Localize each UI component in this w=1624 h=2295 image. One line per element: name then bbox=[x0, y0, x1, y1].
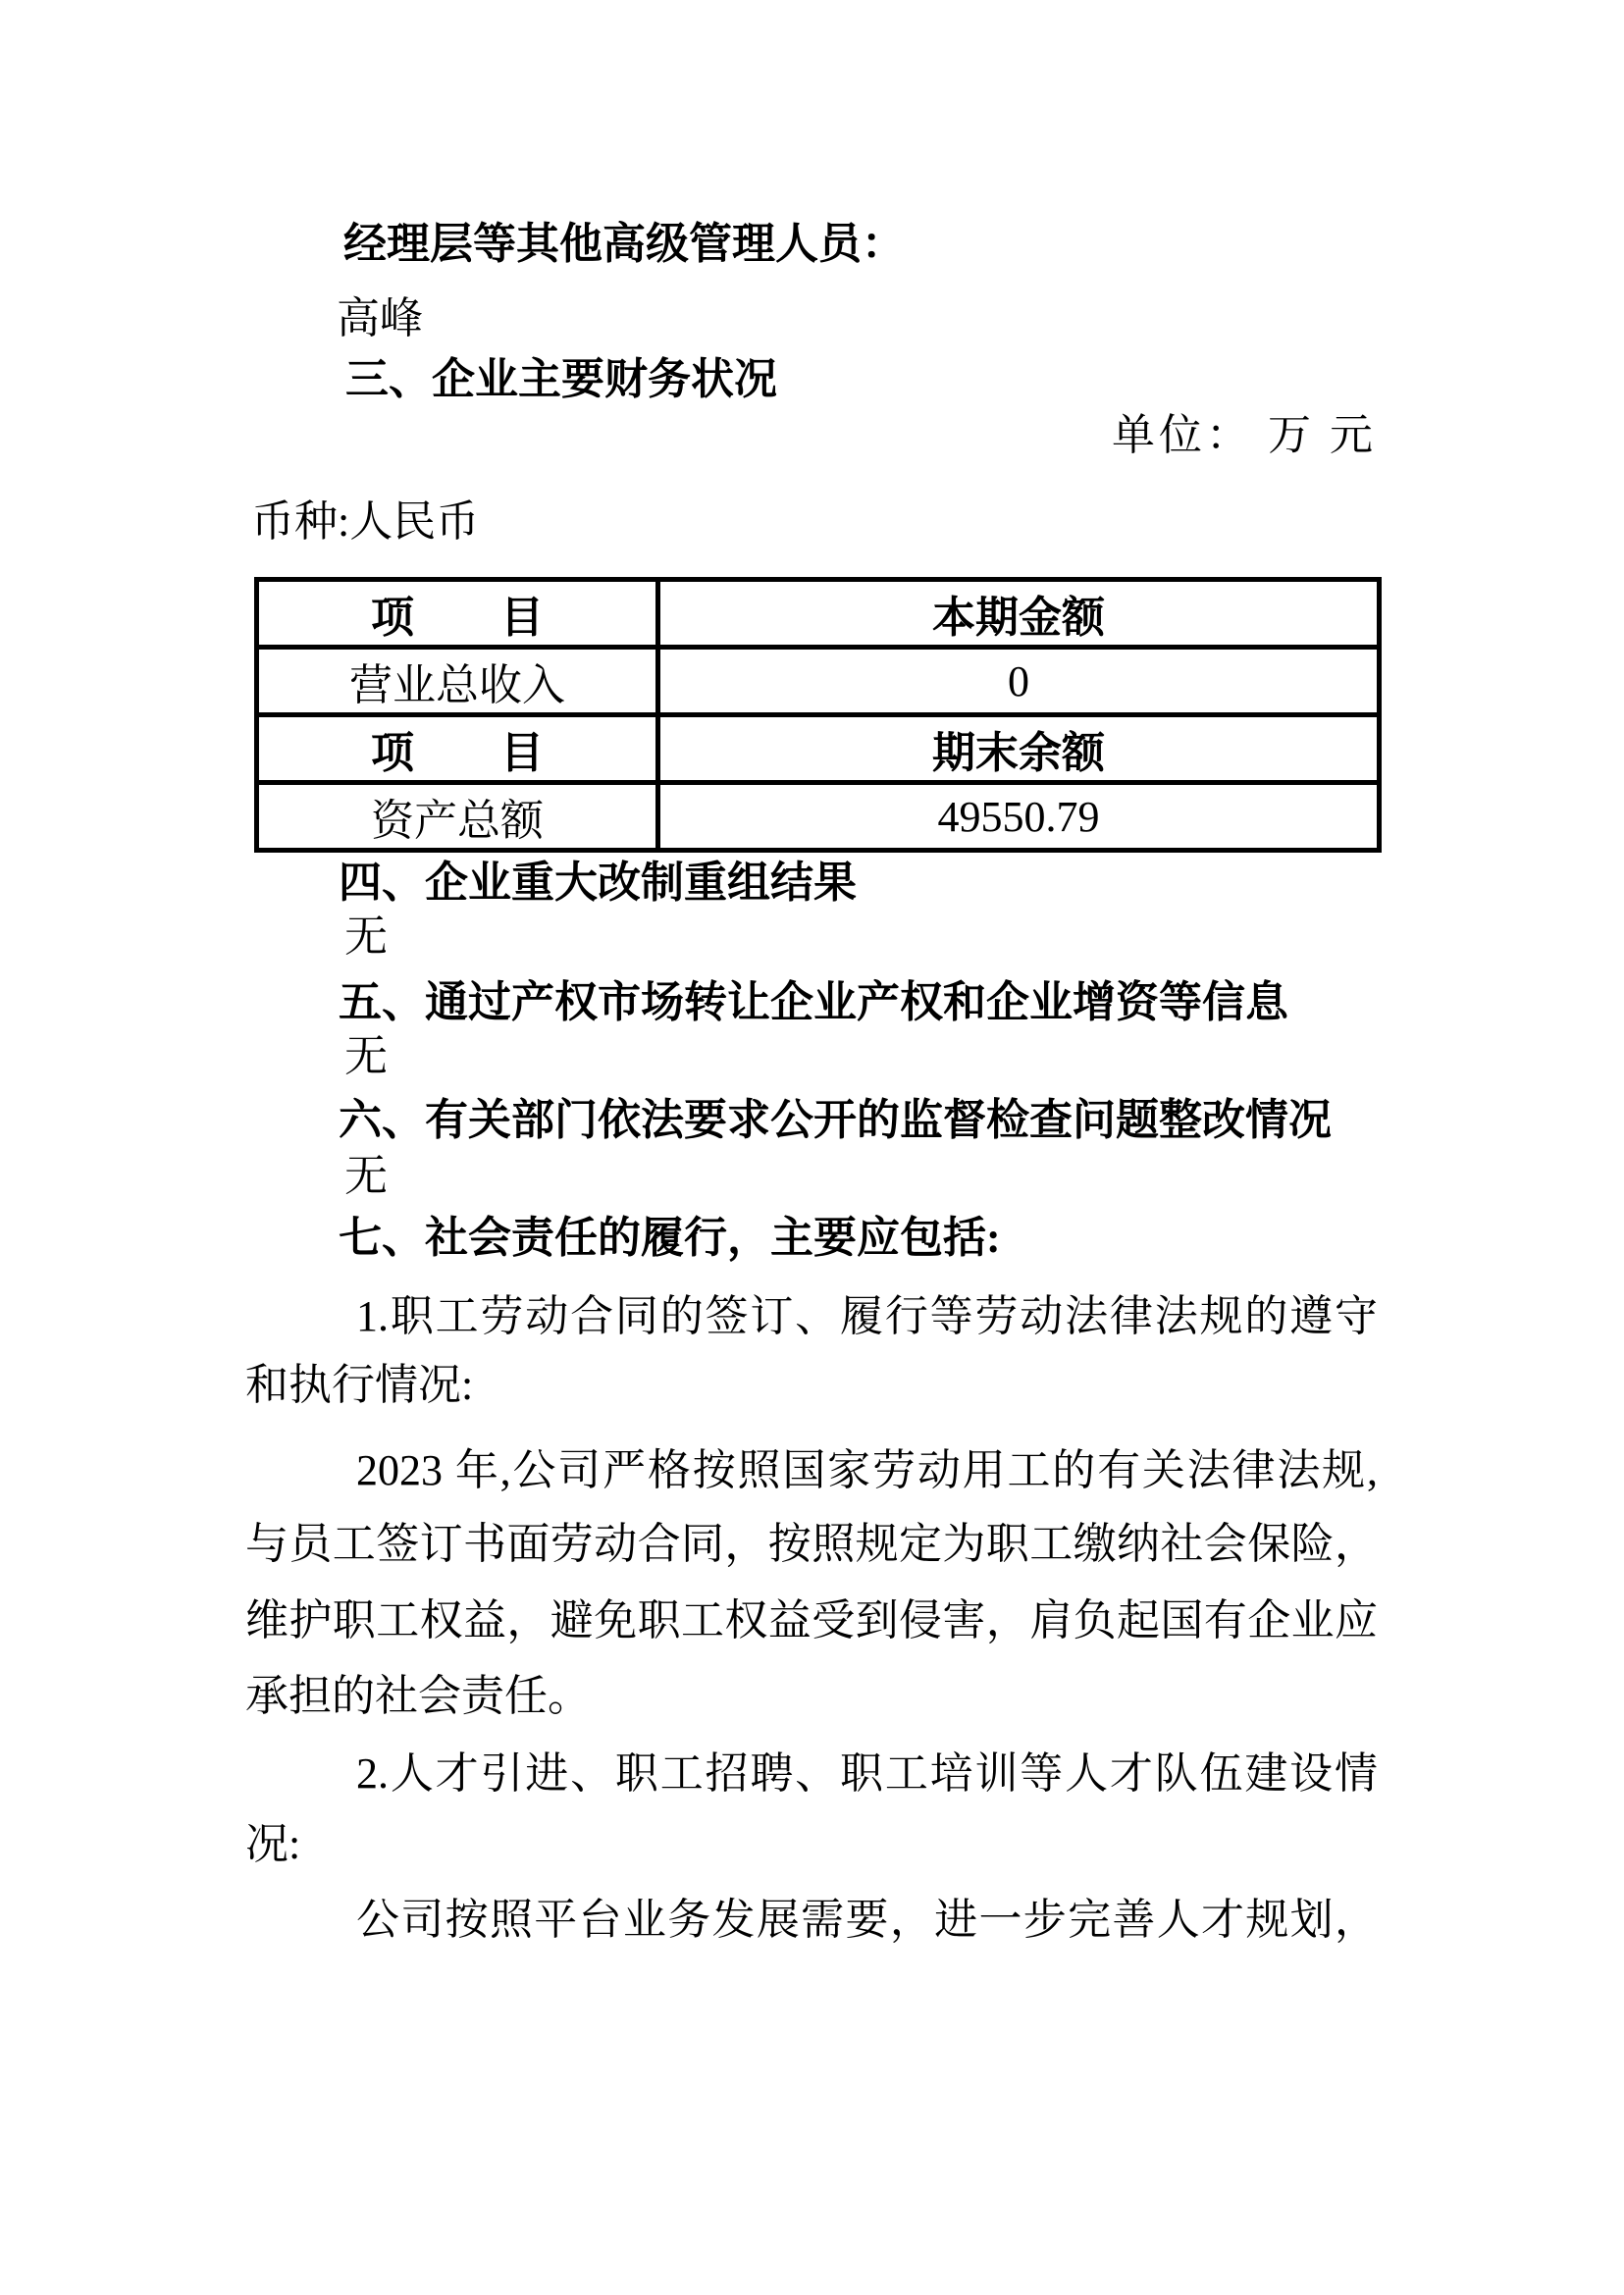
table-cell-item-header-2: 项 目 bbox=[257, 715, 658, 783]
text-manager-name: 高峰 bbox=[337, 294, 423, 342]
paragraph-2023-compliance-line-1: 2023 年,公司严格按照国家劳动用工的有关法律法规, bbox=[356, 1446, 1378, 1494]
paragraph-2023-compliance-line-2: 与员工签订书面劳动合同，按照规定为职工缴纳社会保险， bbox=[245, 1520, 1378, 1568]
table-cell-ending-balance-header: 期末余额 bbox=[658, 715, 1380, 783]
table-cell-assets-value: 49550.79 bbox=[658, 783, 1380, 851]
table-cell-current-amount-header: 本期金额 bbox=[658, 580, 1380, 648]
heading-section-3-finance: 三、企业主要财务状况 bbox=[345, 355, 777, 403]
heading-section-5-property-transfer: 五、通过产权市场转让企业产权和企业增资等信息 bbox=[339, 978, 1288, 1026]
table-row-header-current bbox=[257, 580, 1380, 648]
table-cell-revenue-value: 0 bbox=[658, 648, 1380, 715]
unit-label: 单位： 万 元 bbox=[1112, 411, 1377, 459]
text-none-3: 无 bbox=[344, 1152, 388, 1200]
table-cell-assets-label: 资产总额 bbox=[257, 783, 658, 851]
table-row-assets bbox=[257, 783, 1380, 851]
paragraph-labor-contract-line-2: 和执行情况: bbox=[245, 1361, 474, 1409]
heading-section-4-restructuring: 四、企业重大改制重组结果 bbox=[339, 859, 857, 907]
heading-section-6-supervision: 六、有关部门依法要求公开的监督检查问题整改情况 bbox=[339, 1096, 1332, 1144]
paragraph-labor-contract-line-1: 1.职工劳动合同的签订、履行等劳动法律法规的遵守 bbox=[356, 1292, 1378, 1340]
currency-label: 币种:人民币 bbox=[251, 497, 480, 546]
paragraph-talent-line-1: 2.人才引进、职工招聘、职工培训等人才队伍建设情 bbox=[356, 1749, 1378, 1798]
heading-section-7-social-responsibility: 七、社会责任的履行，主要应包括: bbox=[339, 1214, 1001, 1262]
table-row-header-ending bbox=[257, 715, 1380, 783]
paragraph-talent-planning-line-1: 公司按照平台业务发展需要，进一步完善人才规划， bbox=[356, 1896, 1378, 1944]
heading-senior-managers: 经理层等其他高级管理人员： bbox=[343, 220, 905, 268]
text-none-2: 无 bbox=[344, 1032, 388, 1080]
paragraph-talent-line-2: 况: bbox=[245, 1820, 301, 1868]
paragraph-2023-compliance-line-3: 维护职工权益，避免职工权益受到侵害，肩负起国有企业应 bbox=[245, 1596, 1378, 1644]
table-cell-item-header: 项 目 bbox=[257, 580, 658, 648]
financial-table bbox=[254, 577, 1382, 853]
text-none-1: 无 bbox=[344, 913, 388, 961]
paragraph-2023-compliance-line-4: 承担的社会责任。 bbox=[245, 1672, 591, 1720]
table-row-revenue bbox=[257, 648, 1380, 715]
table-cell-revenue-label: 营业总收入 bbox=[257, 648, 658, 715]
